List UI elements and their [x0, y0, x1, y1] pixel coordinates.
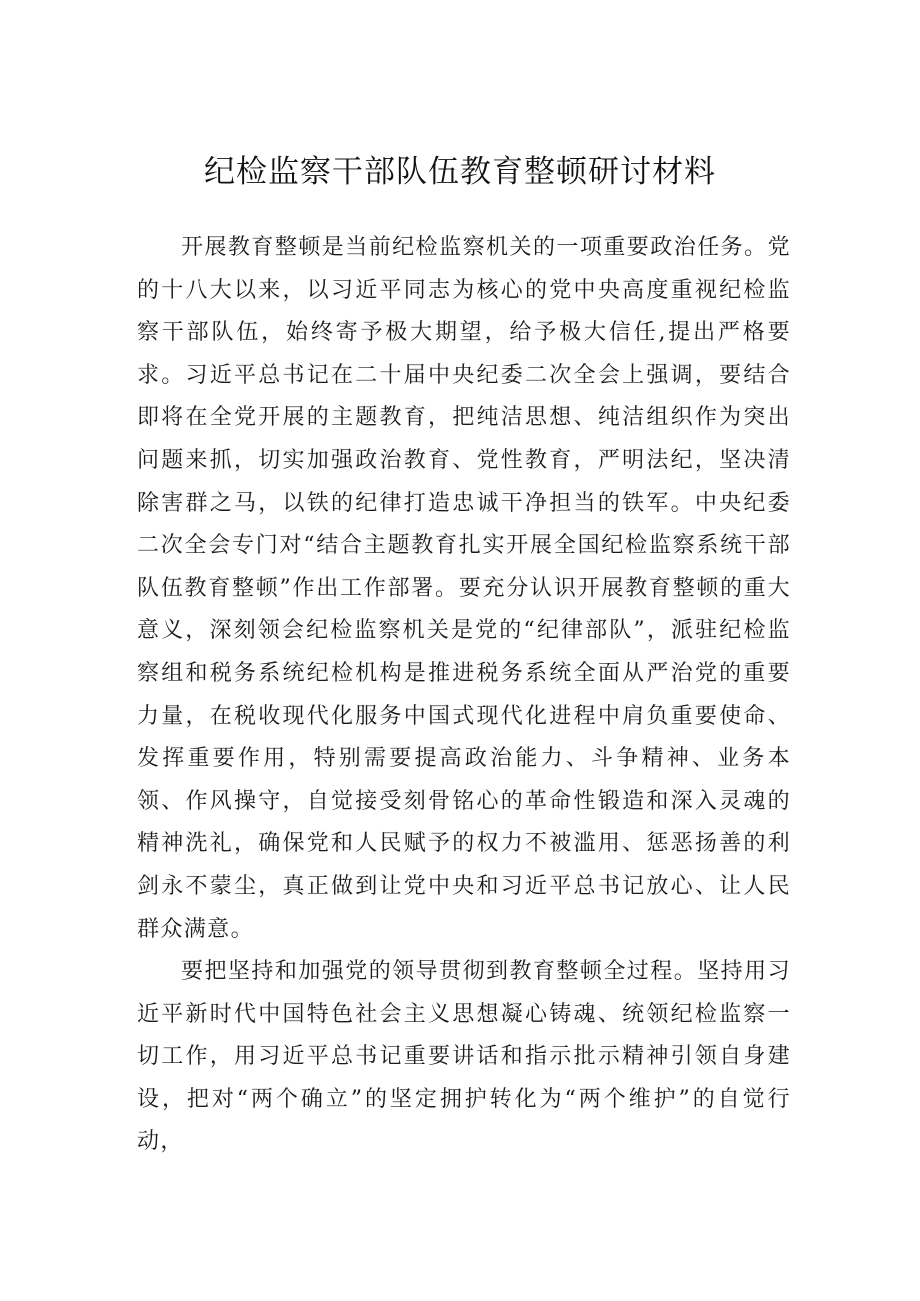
document-body	[137, 227, 791, 1164]
paragraph-1: 开展教育整顿是当前纪检监察机关的一项重要政治任务。党的十八大以来，以习近平同志为核心的党中央高度重视纪检监察干部队伍，始终寄予极大期望，给予极大信任,提出严格要求。习近平总书记在二十届中央纪委二次全会上强调，要结合即将在全党开展的主题教育，把纯洁思想、纯洁组织作为突出问题来抓，切实加强政治教育、党性教育，严明法纪，坚决清除害群之马，以铁的纪律打造忠诚干净担当的铁军。中央纪委二次全会专门对“结合主题教育扎实开展全国纪检监察系统干部队伍教育整顿”作出工作部署。要充分认识开展教育整顿的重大意义，深刻领会纪检监察机关是党的“纪律部队”，派驻纪检监察组和税务系统纪检机构是推进税务系统全面从严治党的重要力量，在税收现代化服务中国式现代化进程中肩负重要使命、发挥重要作用，特别需要提高政治能力、斗争精神、业务本领、作风操守，自觉接受刻骨铭心的革命性锻造和深入灵魂的精神洗礼，确保党和人民赋予的权力不被滥用、惩恶扬善的利剑永不蒙尘，真正做到让党中央和习近平总书记放心、让人民群众满意。	[137, 235, 791, 942]
document-title: 纪检监察干部队伍教育整顿研讨材料	[204, 154, 716, 190]
paragraph-2: 要把坚持和加强党的领导贯彻到教育整顿全过程。坚持用习近平新时代中国特色社会主义思想凝心铸魂、统领纪检监察一切工作，用习近平总书记重要讲话和指示批示精神引领自身建设，把对“两个确立”的坚定拥护转化为“两个维护”的自觉行动，	[137, 959, 791, 1155]
